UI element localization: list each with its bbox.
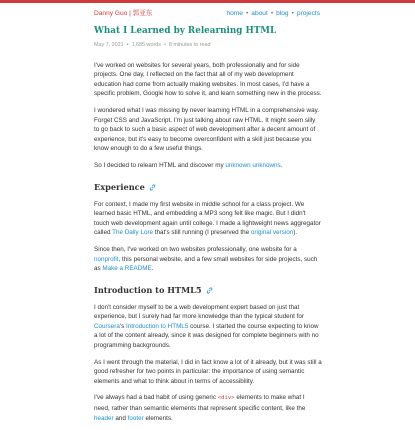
- nav-projects-link[interactable]: projects: [296, 10, 320, 17]
- nonprofit-link[interactable]: nonprofit: [94, 255, 119, 263]
- meta-separator: •: [126, 42, 129, 48]
- experience-paragraph: Since then, I've worked on two websites professionally, one website for a nonprofit, this personal website, and a few small websites for side projects, such as Make a README.: [94, 245, 318, 273]
- section-heading-experience: [94, 182, 322, 193]
- nav-separator: •: [291, 10, 294, 17]
- site-header: [94, 9, 320, 19]
- intro-html5-course-link[interactable]: Introduction to HTML5: [126, 322, 189, 330]
- daily-lore-link[interactable]: The Daily Lore: [112, 229, 154, 237]
- footer-element-link[interactable]: footer: [127, 414, 144, 422]
- nav-separator: •: [270, 10, 274, 17]
- anchor-link-icon[interactable]: [206, 287, 213, 294]
- intro-paragraph: I wondered what I was missing by never learning HTML in a comprehensive way. Forget CSS and JavaScript. I'm just talking about raw HTML. It might seem silly to go back to such a basic aspect of web development after a decent amount of experience, but it's easy to become overconfident with a skill just because you know enough to do a few useful things.: [94, 106, 320, 153]
- post-meta: [94, 41, 322, 51]
- header-element-link[interactable]: header: [94, 414, 114, 422]
- nav-home-link[interactable]: home: [226, 10, 243, 17]
- nav-blog-link[interactable]: blog: [276, 10, 289, 17]
- section-heading-text: Experience: [94, 181, 145, 192]
- main-nav: [226, 9, 320, 19]
- intro-paragraph: I've worked on websites for several years, both professionally and for side projects. One day, I reflected on the fact that all of my web development education had come from actually making websites. In most cases, I'd have a specific problem, Google how to solve it, and learn something new in the process.: [94, 61, 322, 98]
- section-heading-text: Introduction to HTML5: [94, 284, 202, 295]
- post-date: May 7, 2021: [94, 42, 124, 48]
- post-read-time: 8 minutes to read: [168, 42, 211, 48]
- html5-paragraph: As I went through the material, I did in fact know a lot of it already, but it was still a good refresher for two points in particular: the importance of using semantic elements and what to think about in terms of accessibility.: [94, 358, 322, 385]
- unknown-unknowns-link[interactable]: unknown unknowns: [225, 161, 281, 169]
- nav-about-link[interactable]: about: [251, 10, 268, 17]
- html5-paragraph: I don't consider myself to be a web development expert based on just that experience, but I surely had far more knowledge than the typical student for Coursera's Introduction to HTML5 course. I started the course expecting to know a lot of the content already, since it was designed for complete beginners with no programming backgrounds.: [94, 303, 319, 350]
- post-word-count: 1,685 words: [131, 42, 161, 48]
- html5-paragraph: I've always had a bad habit of using generic <div> elements to make what I need, rather than semantic elements that represent specific content, like the header and footer elements.: [94, 394, 306, 422]
- anchor-link-icon[interactable]: [149, 184, 156, 191]
- original-version-link[interactable]: original version: [250, 229, 294, 237]
- site-brand-link[interactable]: Danny Guo | 郭亚东: [94, 10, 153, 17]
- meta-separator: •: [163, 42, 166, 48]
- nav-separator: •: [245, 10, 249, 17]
- post-title: What I Learned by Relearning HTML: [94, 26, 277, 36]
- coursera-link[interactable]: Coursera: [94, 322, 120, 330]
- article: [94, 26, 322, 430]
- experience-paragraph: For context, I made my first website in middle school for a class project. We learned basic HTML, and embedding a MP3 song felt like magic. But I didn't touch web development again until college. I made a lightweight news aggregator called The Daily Lore that's still running (I preserved the original version).: [94, 200, 321, 237]
- make-a-readme-link[interactable]: Make a README: [102, 265, 152, 273]
- div-code: <div>: [217, 395, 235, 402]
- section-heading-html5: [94, 285, 322, 296]
- intro-paragraph: So I decided to relearn HTML and discover my unknown unknowns.: [94, 161, 283, 169]
